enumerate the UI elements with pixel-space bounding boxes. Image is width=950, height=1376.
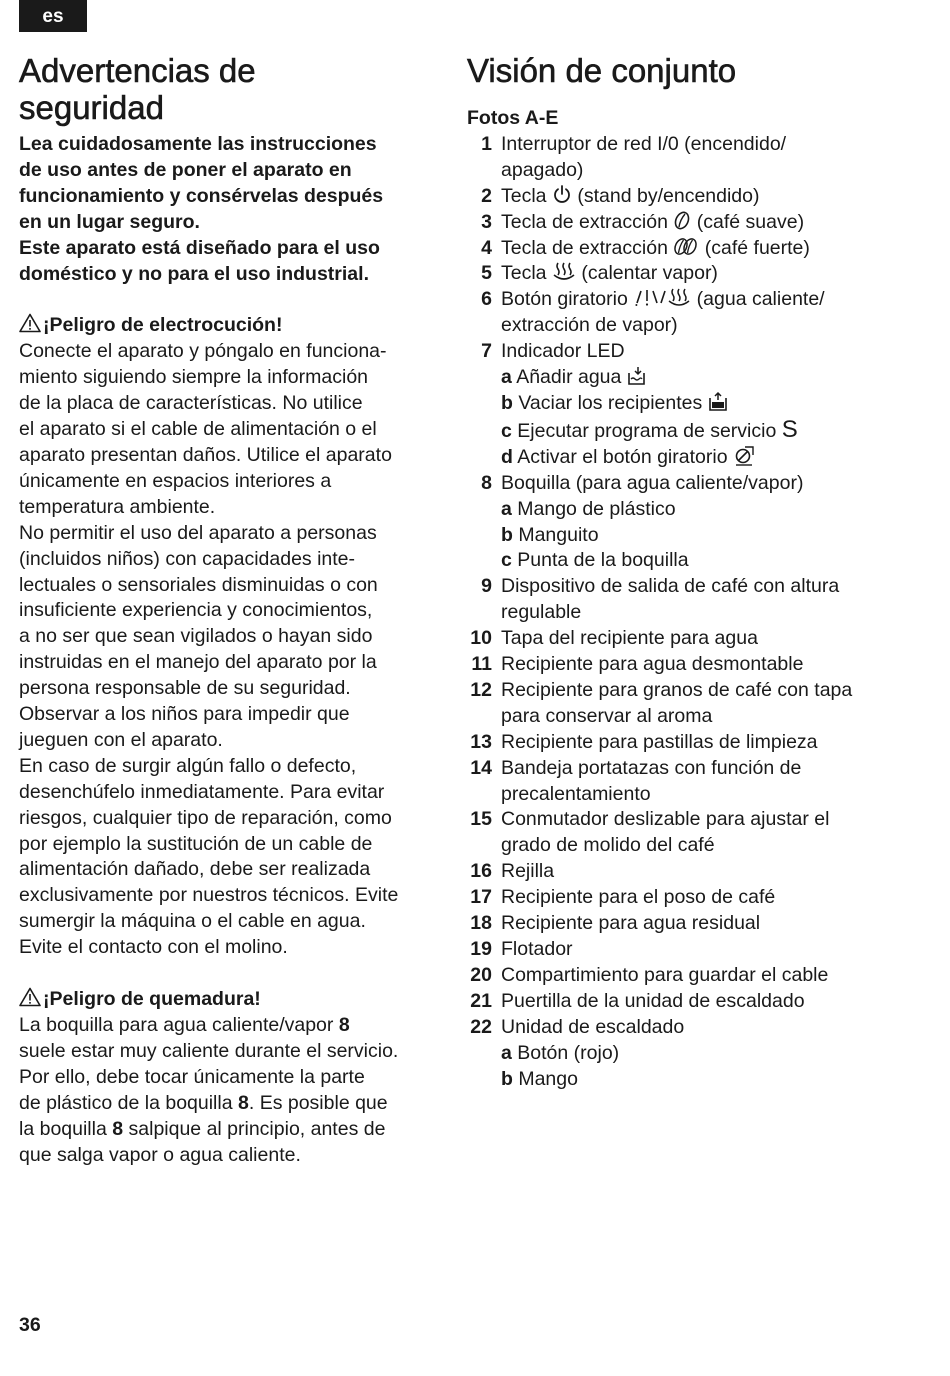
text-line: (incluidos niños) con capacidades inte-: [19, 547, 356, 570]
page-number: 36: [19, 1314, 41, 1336]
list-item: 2 Tecla (stand by/encendido): [481, 184, 760, 207]
text-line: instruidas en el manejo del aparato por la: [19, 651, 377, 674]
intro-line: Este aparato está diseñado para el uso: [19, 236, 380, 259]
hot-water-steam-selector-icon: [633, 287, 691, 308]
sub-item: b Vaciar los recipientes: [467, 391, 907, 417]
text-line: aparato presentan daños. Utilice el aparato: [19, 443, 392, 466]
burn-warning-heading: [19, 987, 444, 1013]
sub-item: d Activar el botón giratorio: [467, 445, 907, 471]
empty-containers-icon: [708, 391, 728, 412]
coffee-bean-strong-icon: [673, 236, 699, 257]
list-item: 20 Compartimiento para guardar el cable: [470, 963, 829, 986]
text-line: de plástico de la boquilla 8. Es posible que: [19, 1091, 388, 1114]
list-item: 14 Bandeja portatazas con función de precalentamiento: [470, 756, 802, 805]
intro-line: en un lugar seguro.: [19, 210, 200, 233]
text-line: Observar a los niños para impedir que: [19, 703, 350, 726]
text-line: No permitir el uso del aparato a personas: [19, 521, 377, 544]
text-line: Por ello, debe tocar únicamente la parte: [19, 1065, 365, 1088]
list-item: 17 Recipiente para el poso de café: [470, 886, 776, 909]
text-line: únicamente en espacios interiores a: [19, 469, 332, 492]
coffee-bean-mild-icon: [673, 210, 691, 231]
electrocution-warning-text: [19, 339, 444, 961]
list-item: 11 Recipiente para agua desmontable: [471, 653, 804, 676]
sub-item: a Añadir agua: [467, 365, 907, 391]
intro-line: funcionamiento y consérvelas después: [19, 184, 384, 207]
intro-line: de uso antes de poner el aparato en: [19, 158, 352, 181]
rotary-knob-icon: [733, 445, 755, 466]
list-item: 15 Conmutador deslizable para ajustar el grado de molido del café: [470, 808, 830, 857]
warning-triangle-icon: [19, 987, 41, 1007]
parts-list: [467, 132, 907, 1093]
service-program-symbol: S: [781, 415, 798, 443]
text-line: el aparato si el cable de alimentación o el: [19, 418, 377, 441]
photos-subtitle: Fotos A-E: [467, 107, 559, 129]
list-item: 18 Recipiente para agua residual: [470, 912, 761, 935]
text-line: riesgos, cualquier tipo de reparación, como: [19, 806, 392, 829]
text-line: de la placa de características. No utilice: [19, 392, 363, 415]
sub-item: c Ejecutar programa de servicio S: [501, 415, 798, 443]
text-line: desenchúfelo inmediatamente. Para evitar: [19, 780, 385, 803]
add-water-icon: [627, 365, 647, 386]
text-line: La boquilla para agua caliente/vapor 8: [19, 1014, 350, 1036]
list-item: 7 Indicador LED: [481, 340, 625, 363]
list-item: 5 Tecla (calentar vapor): [481, 262, 718, 285]
text-line: En caso de surgir algún fallo o defecto,: [19, 754, 357, 777]
safety-warnings-column: [19, 52, 444, 1168]
electrocution-warning-heading: [19, 313, 444, 339]
overview-column: [467, 52, 907, 1092]
text-line: alimentación dañado, debe ser realizada: [19, 858, 371, 881]
language-tab: es: [19, 0, 87, 32]
sub-item: a Mango de plástico: [501, 497, 676, 520]
burn-warning-text: [19, 1013, 444, 1168]
sub-item: b Mango: [501, 1067, 578, 1090]
sub-item: a Botón (rojo): [501, 1041, 620, 1064]
list-item: 4 Tecla de extracción (café fuerte): [481, 236, 810, 259]
text-line: que salga vapor o agua caliente.: [19, 1143, 301, 1166]
list-item: 13 Recipiente para pastillas de limpieza: [470, 730, 818, 753]
text-line: temperatura ambiente.: [19, 495, 216, 518]
list-item: 12 Recipiente para granos de café con tapa para conservar al aroma: [470, 678, 853, 727]
text-line: Conecte el aparato y póngalo en funciona-: [19, 340, 387, 363]
list-item: 9 Dispositivo de salida de café con altura regulable: [481, 575, 840, 624]
list-item: 8 Boquilla (para agua caliente/vapor): [481, 471, 804, 494]
text-line: por ejemplo la sustitución de un cable de: [19, 832, 373, 855]
warning-heading-text: ¡Peligro de electrocución!: [43, 314, 283, 337]
intro-line: doméstico y no para el uso industrial.: [19, 262, 369, 285]
sub-item: c Punta de la boquilla: [501, 549, 689, 572]
list-item: 19 Flotador: [470, 938, 573, 960]
sub-item: b Manguito: [501, 523, 599, 546]
overview-title: Visión de conjunto: [467, 52, 737, 89]
text-line: lectuales o sensoriales disminuidas o con: [19, 573, 378, 596]
list-item: 16 Rejilla: [470, 860, 555, 883]
safety-title: Advertencias de seguridad: [19, 52, 256, 126]
intro-text: [19, 132, 444, 287]
text-line: suele estar muy caliente durante el servicio.: [19, 1039, 399, 1062]
text-line: insuficiente experiencia y conocimientos,: [19, 599, 373, 622]
steam-icon: [552, 261, 576, 282]
text-line: jueguen con el aparato.: [19, 728, 223, 751]
text-line: miento siguiendo siempre la información: [19, 366, 369, 389]
text-line: la boquilla 8 salpique al principio, antes de: [19, 1117, 386, 1140]
warning-heading-text: ¡Peligro de quemadura!: [43, 988, 261, 1011]
warning-triangle-icon: [19, 313, 41, 333]
list-item: 22 Unidad de escaldado: [470, 1015, 685, 1038]
power-icon: [552, 184, 572, 205]
text-line: Evite el contacto con el molino.: [19, 936, 288, 959]
text-line: sumergir la máquina o el cable en agua.: [19, 910, 366, 933]
text-line: persona responsable de su seguridad.: [19, 677, 351, 700]
list-item: 1 Interruptor de red I/0 (encendido/ apagado): [481, 132, 787, 181]
text-line: a no ser que sean vigilados o hayan sido: [19, 625, 373, 648]
list-item: 3 Tecla de extracción (café suave): [481, 210, 805, 233]
list-item: 10 Tapa del recipiente para agua: [470, 627, 758, 650]
list-item: 6 Botón giratorio (agua caliente/ extracción de vapor): [481, 288, 825, 337]
list-item: 21 Puertilla de la unidad de escaldado: [470, 989, 805, 1012]
text-line: exclusivamente por nuestros técnicos. Evite: [19, 884, 399, 907]
intro-line: Lea cuidadosamente las instrucciones: [19, 133, 377, 155]
